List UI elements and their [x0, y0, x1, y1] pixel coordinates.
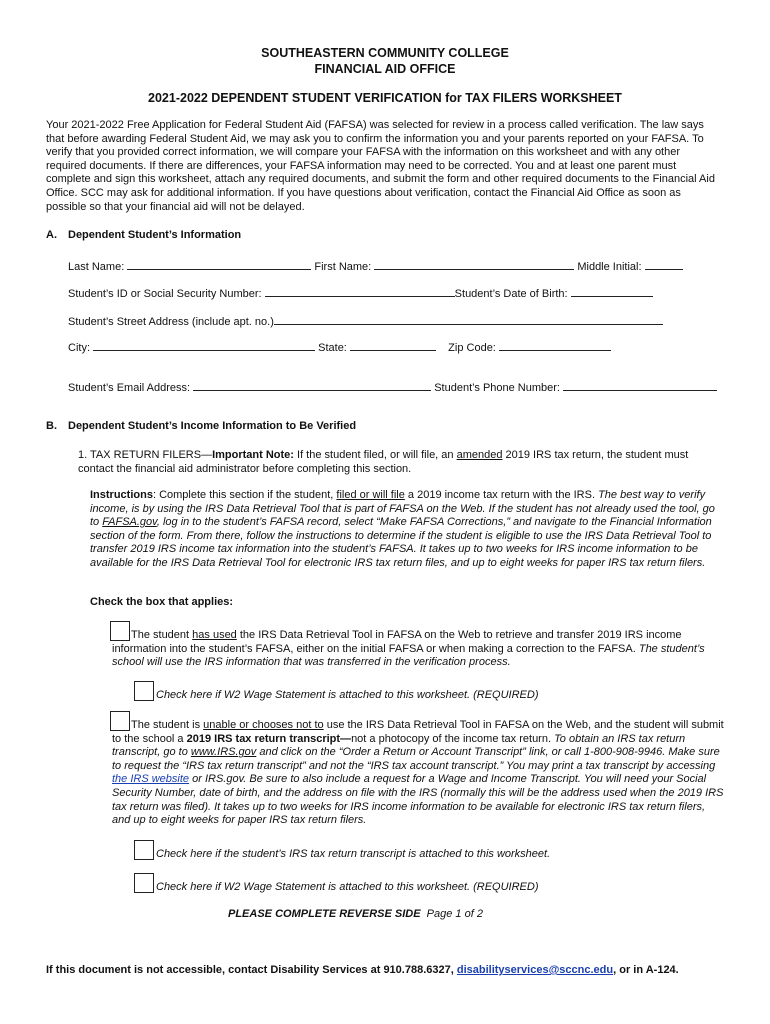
zip-field[interactable]: [499, 340, 611, 351]
opt1-text-c: The student’s school will use the IRS information that was transferred in the verification process.: [112, 642, 705, 669]
complete-reverse-side: PLEASE COMPLETE REVERSE SIDE: [228, 908, 421, 920]
irs-gov-link[interactable]: www.IRS.gov: [190, 746, 257, 759]
opt2-text-e: and click on the “Order a Return or Account Transcript” link, or call 1-800-908-9946. Make sure to request the “IRS tax return transcript” and not the “IRS tax account transcript.” You may print a tax transcript by accessing: [112, 746, 720, 772]
intro-paragraph: Your 2021-2022 Free Application for Federal Student Aid (FAFSA) was selected for review in a process called verification. The law says that before awarding Federal Student Aid, we may ask you to confirm the information you and your parents reported on your FAFSA. To verify that you provided correct information, we will compare your FAFSA with the information on this worksheet and with any other required documents. If there are differences, your FAFSA information may need to be corrected. You and at least one parent must complete and sign this worksheet, attach any required documents, and submit the form and other required documents to the Financial Aid Office. SCC may ask for additional information. If you have questions about verification, contact the Financial Aid Office as soon as possible so that your financial aid will not be delayed.: [46, 119, 715, 213]
fafsa-gov-link[interactable]: FAFSA.gov: [102, 516, 157, 529]
unable-or-chooses-not-to: unable or chooses not to: [203, 719, 324, 731]
city-field[interactable]: [93, 340, 315, 351]
id-row: [68, 286, 653, 300]
transcript-attached-checkbox[interactable]: [134, 840, 154, 860]
important-note-label: Important Note:: [212, 449, 294, 461]
item-1-tax-return-filers: [78, 449, 718, 476]
reverse-side-line: [228, 908, 483, 920]
city-label: City:: [68, 342, 90, 354]
phone-label: Student’s Phone Number:: [434, 382, 560, 394]
middle-initial-field[interactable]: [645, 259, 683, 270]
state-field[interactable]: [350, 340, 436, 351]
middle-initial-label: Middle Initial:: [577, 261, 642, 273]
w2-attached-text-1: Check here if W2 Wage Statement is attached to this worksheet. (REQUIRED): [156, 689, 539, 701]
contact-row: [68, 380, 717, 394]
student-id-field[interactable]: [265, 286, 455, 297]
dob-label: Student’s Date of Birth:: [454, 288, 568, 300]
email-label: Student’s Email Address:: [68, 382, 191, 394]
college-name: SOUTHEASTERN COMMUNITY COLLEGE: [261, 46, 509, 60]
item-1-text-a: If the student filed, or will file, an: [293, 449, 457, 461]
instructions-text-a: : Complete this section if the student,: [152, 489, 337, 501]
instructions-label: Instructions: [90, 489, 153, 501]
irs-website-link[interactable]: the IRS website: [112, 773, 190, 786]
opt2-text-c: not a photocopy of the income tax return.: [351, 732, 555, 745]
opt1-text-b: the IRS Data Retrieval Tool in FAFSA on the Web to retrieve and transfer 2019 IRS income information into the student’s FAFSA, either on the initial FAFSA or when making a correction to the FAFSA.: [112, 629, 682, 655]
item-1-prefix: 1. TAX RETURN FILERS—: [78, 449, 213, 461]
name-row: [68, 259, 683, 273]
opt2-text-d: To obtain an IRS tax return transcript, go to: [112, 732, 686, 759]
amended-word: amended: [456, 449, 503, 461]
opt2-text-f: or IRS.gov. Be sure to also include a request for a Wage and Income Transcript. You will need your Social Security Number, date of birth, and the address on file with the IRS (normally this will be the address used when the 2019 IRS tax return was filed). It takes up to two weeks for IRS income information to be available for electronic IRS tax return filers, and up to eight weeks for paper IRS tax return filers.: [112, 773, 724, 827]
last-name-label: Last Name:: [68, 261, 125, 273]
first-name-field[interactable]: [374, 259, 574, 270]
instructions-text-c: The best way to verify income, is by using the IRS Data Retrieval Tool that is part of FAFSA on the Web. If the student has not already used the tool, go to: [90, 489, 715, 529]
last-name-field[interactable]: [127, 259, 311, 270]
instructions-text-b: a 2019 income tax return with the IRS.: [404, 489, 599, 501]
section-b-title: Dependent Student’s Income Information to Be Verified: [68, 420, 357, 432]
opt2-text-b: use the IRS Data Retrieval Tool in FAFSA on the Web, and the student will submit to the school a: [112, 719, 724, 745]
check-box-applies-label: Check the box that applies:: [90, 596, 234, 608]
section-a-title: Dependent Student’s Information: [68, 229, 242, 241]
instructions-paragraph: [90, 489, 726, 571]
opt2-text-a: The student is: [131, 719, 204, 731]
instructions-text-d: , log in to the student’s FAFSA record, select “Make FAFSA Corrections,” and navigate to the Financial Information section of the form. From there, follow the instructions to determine if the student is eligible to use the IRS Data Retrieval Tool to transfer 2019 IRS income tax information into the student’s FAFSA. It takes up to two weeks for IRS income information to be available for the IRS Data Retrieval Tool for electronic IRS tax return files, and up to eight weeks for paper IRS tax return filers.: [90, 516, 712, 569]
section-a-letter: A.: [46, 229, 57, 241]
opt1-text-a: The student: [131, 629, 193, 641]
worksheet-title: 2021-2022 DEPENDENT STUDENT VERIFICATION for TAX FILERS WORKSHEET: [148, 91, 622, 105]
w2-attached-text-2: Check here if W2 Wage Statement is attached to this worksheet. (REQUIRED): [156, 881, 539, 893]
student-id-label: Student’s ID or Social Security Number:: [68, 288, 262, 300]
office-name: FINANCIAL AID OFFICE: [314, 62, 456, 76]
email-field[interactable]: [193, 380, 431, 391]
accessibility-text-b: , or in A-124.: [613, 964, 679, 976]
city-row: [68, 340, 611, 354]
accessibility-notice: [46, 964, 679, 976]
page-number: Page 1 of 2: [426, 908, 483, 920]
section-b-letter: B.: [46, 420, 57, 432]
option-unable-drt-text: [112, 719, 724, 828]
street-row: [68, 314, 663, 328]
street-field[interactable]: [274, 314, 663, 325]
option-has-used-drt-text: [112, 629, 724, 670]
dob-field[interactable]: [571, 286, 653, 297]
phone-field[interactable]: [563, 380, 717, 391]
irs-tax-return-transcript-bold: 2019 IRS tax return transcript—: [186, 732, 352, 745]
filed-or-will-file: filed or will file: [336, 489, 405, 501]
has-used-word: has used: [192, 629, 237, 641]
w2-attached-checkbox-1[interactable]: [134, 681, 154, 701]
street-label: Student’s Street Address (include apt. no.): [68, 316, 274, 328]
transcript-attached-text: Check here if the student’s IRS tax return transcript is attached to this worksheet.: [156, 848, 551, 860]
accessibility-text-a: If this document is not accessible, contact Disability Services at 910.788.6327,: [46, 964, 457, 976]
item-1-text-b: 2019 IRS tax return, the student must contact the financial aid administrator before completing this section.: [78, 449, 689, 475]
zip-label: Zip Code:: [448, 342, 496, 354]
disability-services-email-link[interactable]: disabilityservices@sccnc.edu: [456, 964, 614, 976]
w2-attached-checkbox-2[interactable]: [134, 873, 154, 893]
state-label: State:: [318, 342, 347, 354]
first-name-label: First Name:: [314, 261, 372, 273]
